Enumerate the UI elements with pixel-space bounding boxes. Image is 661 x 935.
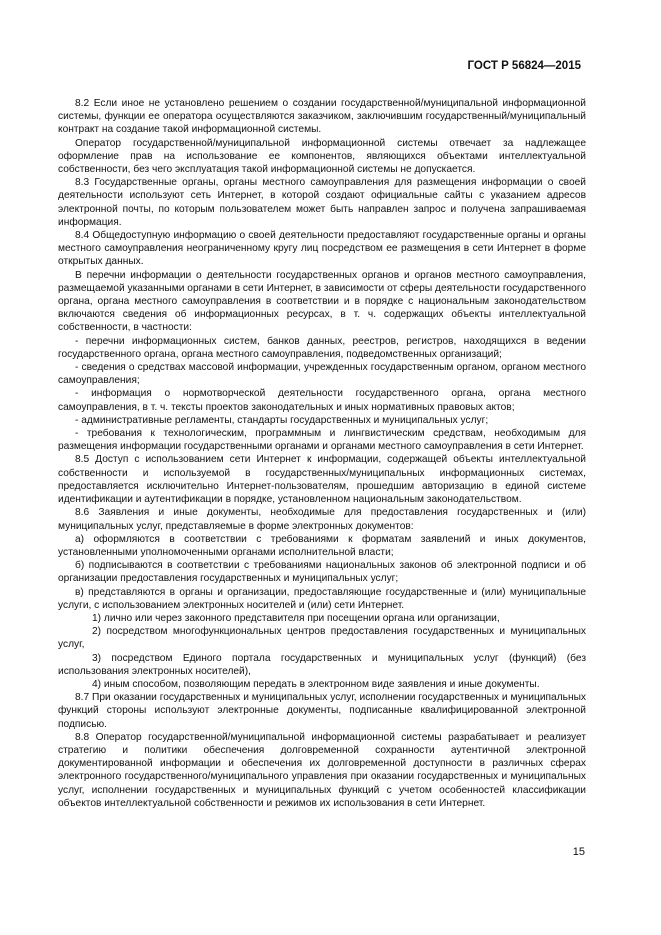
list-item: а) оформляются в соответствии с требованиями к форматам заявлений и иных документов, установленными уполномоченными органами исполнительной власти; [58, 533, 586, 558]
document-body [58, 97, 586, 810]
list-item: б) подписываются в соответствии с требованиями национальных законов об электронной подписи и об организации предоставления государственных и муниципальных услуг; [58, 560, 586, 585]
list-item: - требования к технологическим, программным и лингвистическим средствам, необходимым для размещения информации государственными органами и органами местного самоуправления в сети Интернет. [58, 428, 586, 453]
sub-list-item: 4) иным способом, позволяющим передать в электронном виде заявления и иные документы. [92, 678, 540, 690]
document-header: ГОСТ Р 56824—2015 [467, 60, 581, 72]
paragraph-8-3: 8.3 Государственные органы, органы местного самоуправления для размещения информации о своей деятельности используют сеть Интернет, в которой создают официальные сайты с указанием адресов электронной почты, по которым пользователем может быть направлен запрос и получена запрашиваемая информация. [58, 177, 586, 228]
paragraph: Оператор государственной/муниципальной информационной системы отвечает за надлежащее оформление прав на использование ее компонентов, являющихся объектами интеллектуальной собственности, без чего эксплуатация такой информационной системы не допускается. [58, 137, 586, 176]
paragraph-8-6: 8.6 Заявления и иные документы, необходимые для предоставления государственных и (или) муниципальных услуг, представляемые в форме электронных документов: [58, 507, 586, 532]
list-item: - перечни информационных систем, банков данных, реестров, регистров, находящихся в ведении государственного органа, органа местного самоуправления, подведомственных организаций; [58, 335, 586, 360]
paragraph: В перечни информации о деятельности государственных органов и органов местного самоуправления, размещаемой указанными органами в сети Интернет, в зависимости от сферы деятельности государственного органа, органа местного самоуправления в соответствии и в порядке с национальным законодательством включаются сведения об информационных ресурсах, в т. ч. содержащих объекты интеллектуальной собственности, в частности: [58, 269, 586, 334]
paragraph-8-8: 8.8 Оператор государственной/муниципальной информационной системы разрабатывает и реализует стратегию и политики обеспечения долговременной сохранности аутентичной электронной документированной информации и обеспечения их долговременной доступности в различных сферах электронного государственного/муниципального управления при оказании государственных и муниципальных услуг, исполнении государственных и муниципальных функций с учетом особенностей классификации объектов интеллектуальной собственности и режимов их использования в сети Интернет. [58, 731, 586, 809]
list-item: - административные регламенты, стандарты государственных и муниципальных услуг; [75, 414, 489, 426]
sub-list-item: 1) лично или через законного представителя при посещении органа или организации, [92, 612, 500, 624]
paragraph-8-2: 8.2 Если иное не установлено решением о создании государственной/муниципальной информационной системы, функции ее оператора осуществляются заказчиком, заключившим государственный/муниципальный контракт на создание такой информационной системы. [58, 98, 586, 136]
list-item: в) представляются в органы и организации, предоставляющие государственные и (или) муниципальные услуги, с использованием электронных носителей и (или) сети Интернет. [58, 586, 586, 611]
paragraph-8-7: 8.7 При оказании государственных и муниципальных услуг, исполнении государственных и муниципальных функций стороны используют электронные документы, подписанные квалифицированной электронной подписью. [58, 692, 586, 730]
paragraph-8-4: 8.4 Общедоступную информацию о своей деятельности предоставляют государственные органы и органы местного самоуправления неограниченному кругу лиц посредством ее размещения в сети Интернет в форме открытых данных. [58, 230, 586, 268]
sub-list-item: 3) посредством Единого портала государственных и муниципальных услуг (функций) (без использования электронных носителей), [58, 652, 586, 677]
sub-list-item: 2) посредством многофункциональных центров предоставления государственных и муниципальных услуг, [58, 626, 586, 651]
list-item: - сведения о средствах массовой информации, учрежденных государственным органом, органом местного самоуправления; [58, 362, 586, 387]
page-number: 15 [572, 846, 585, 858]
list-item: - информация о нормотворческой деятельности государственного органа, органа местного самоуправления, в т. ч. тексты проектов законодательных и иных нормативных правовых актов; [58, 388, 586, 413]
paragraph-8-5: 8.5 Доступ с использованием сети Интернет к информации, содержащей объекты интеллектуальной собственности и используемой в государственных/муниципальных информационных системах, предоставляется исключительно Интернет-пользователям, прошедшим авторизацию в единой системе идентификации и аутентификации в порядке, установленном национальным законодательством. [58, 454, 586, 506]
